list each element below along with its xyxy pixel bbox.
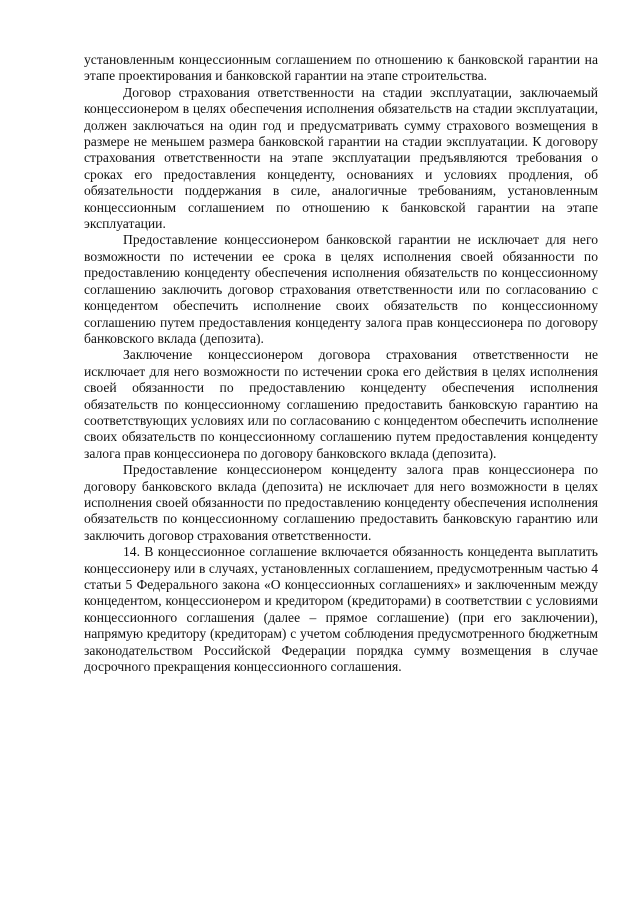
document-page (84, 52, 598, 675)
paragraph-pledge-of-rights: Предоставление концессионером концеденту залога прав концессионера по договору банковского вклада (депозита) не исключает для него возможности в целях исполнения своей обязанности по предоставлению концеденту обеспечения исполнения обязательств по концессионному соглашению предоставить банковскую гарантию или заключить договор страхования ответственности. (84, 462, 598, 543)
paragraph-insurance-contract: Заключение концессионером договора страхования ответственности не исключает для него возможности по истечении срока его действия в целях исполнения своей обязанности по предоставлению концеденту обеспечения исполнения обязательств по концессионному соглашению предоставить банковскую гарантию на соответствующих условиях или по согласованию с концедентом обеспечить исполнение своих обязательств по концессионному соглашению путем предоставления концеденту залога прав концессионера по договору банковского вклада (депозита). (84, 347, 598, 461)
paragraph-item-14: 14. В концессионное соглашение включается обязанность концедента выплатить концессионеру или в случаях, установленных соглашением, предусмотренным частью 4 статьи 5 Федерального закона «О концессионных соглашениях» и заключенным между концедентом, концессионером и кредитором (кредиторами) в соответствии с условиями концессионного соглашения (далее – прямое соглашение) (при его заключении), напрямую кредитору (кредиторам) с учетом соблюдения предусмотренного бюджетным законодательством Российской Федерации порядка сумму возмещения в случае досрочного прекращения концессионного соглашения. (84, 544, 598, 675)
paragraph-continuation: установленным концессионным соглашением по отношению к банковской гарантии на этапе проектирования и банковской гарантии на этапе строительства. (84, 52, 598, 84)
paragraph-bank-guarantee: Предоставление концессионером банковской гарантии не исключает для него возможности по истечении ее срока в целях исполнения своей обязанности по предоставлению концеденту обеспечения исполнения обязательств по концессионному соглашению заключить договор страхования ответственности или по согласованию с концедентом обеспечить исполнение своих обязательств по концессионному соглашению путем предоставления концеденту залога прав концессионера по договору банковского вклада (депозита). (84, 232, 598, 346)
paragraph-insurance-operation-stage: Договор страхования ответственности на стадии эксплуатации, заключаемый концессионером в целях обеспечения исполнения обязательств на стадии эксплуатации, должен заключаться на один год и предусматривать сумму страхового возмещения в размере не меньшем размера банковской гарантии на стадии эксплуатации. К договору страхования ответственности на этапе эксплуатации предъявляются требования о сроках его предоставления концеденту, основаниях и условиях продления, об обязательности поддержания в силе, аналогичные требованиям, установленным концессионным соглашением по отношению к банковской гарантии на этапе эксплуатации. (84, 84, 598, 232)
